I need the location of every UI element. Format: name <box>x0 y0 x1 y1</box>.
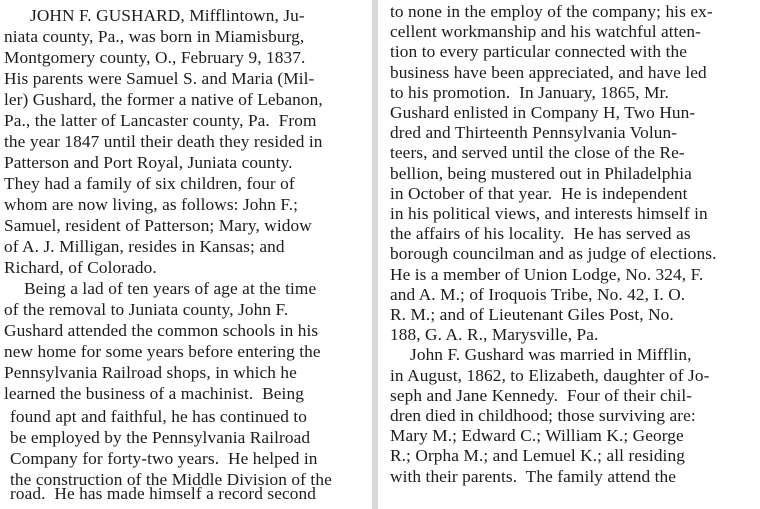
text-line: Gushard enlisted in Company H, Two Hun- <box>390 103 696 122</box>
text-line: dren died in childhood; those surviving are: <box>390 406 696 425</box>
text-line: Patterson and Port Royal, Juniata county. <box>4 153 293 172</box>
text-line: be employed by the Pennsylvania Railroad <box>10 428 311 447</box>
text-line: the year 1847 until their death they resided in <box>4 132 323 151</box>
text-line: niata county, Pa., was born in Miamisburg, <box>4 27 305 46</box>
left-column <box>0 0 372 509</box>
text-line: Pennsylvania Railroad shops, in which he <box>4 363 297 382</box>
text-line: seph and Jane Kennedy. Four of their chil- <box>390 385 693 405</box>
text-line: JOHN F. GUSHARD, Mifflintown, Ju- <box>30 6 305 25</box>
text-line: to none in the employ of the company; his ex- <box>390 2 713 21</box>
text-line: in his political views, and interests himself in <box>390 204 708 223</box>
text-line: He is a member of Union Lodge, No. 324, F. <box>390 264 704 284</box>
text-line: teers, and served until the close of the Re- <box>390 143 685 163</box>
text-line: in August, 1862, to Elizabeth, daughter of Jo- <box>390 365 710 385</box>
text-line: R.; Orpha M.; and Lemuel K.; all residing <box>390 446 685 466</box>
text-line: R. M.; and of Lieutenant Giles Post, No. <box>390 305 674 324</box>
text-line: dred and Thirteenth Pennsylvania Volun- <box>390 123 678 143</box>
text-line: and A. M.; of Iroquois Tribe, No. 42, I. O. <box>390 284 686 304</box>
text-line: with their parents. The family attend the <box>390 466 677 486</box>
text-line: tion to every particular connected with the <box>390 42 688 62</box>
text-line: Richard, of Colorado. <box>4 258 157 277</box>
text-line: cellent workmanship and his watchful atten- <box>390 22 701 42</box>
text-line: ler) Gushard, the former a native of Lebanon, <box>4 90 323 109</box>
text-line: learned the business of a machinist. Being <box>4 384 304 403</box>
text-line: whom are now living, as follows: John F.; <box>4 195 299 214</box>
text-line: of the removal to Juniata county, John F. <box>4 300 289 319</box>
text-line: the affairs of his locality. He has served as <box>390 224 691 244</box>
text-line: Montgomery county, O., February 9, 1837. <box>4 48 306 67</box>
text-line: business have been appreciated, and have led <box>390 62 707 82</box>
text-line: to his promotion. In January, 1865, Mr. <box>390 82 669 102</box>
text-line: of A. J. Milligan, resides in Kansas; and <box>4 237 285 256</box>
text-line: They had a family of six children, four of <box>4 174 295 193</box>
text-line: Gushard attended the common schools in his <box>4 321 319 340</box>
text-line: Company for forty-two years. He helped in <box>10 449 318 468</box>
text-line: Being a lad of ten years of age at the time <box>24 279 317 298</box>
text-line: His parents were Samuel S. and Maria (Mil- <box>4 69 315 88</box>
text-line: in October of that year. He is independent <box>390 183 688 203</box>
text-line: Pa., the latter of Lancaster county, Pa. From <box>4 111 317 130</box>
text-line: bellion, being mustered out in Philadelphia <box>390 163 692 183</box>
text-line: Mary M.; Edward C.; William K.; George <box>390 426 684 446</box>
text-line: new home for some years before entering the <box>4 342 321 361</box>
right-column <box>378 0 760 509</box>
text-line: found apt and faithful, he has continued to <box>10 407 308 426</box>
text-line: borough councilman and as judge of elections. <box>390 244 717 264</box>
text-line: 188, G. A. R., Marysville, Pa. <box>390 325 599 345</box>
text-line: Samuel, resident of Patterson; Mary, widow <box>4 216 312 235</box>
text-line: John F. Gushard was married in Mifflin, <box>410 345 692 365</box>
text-line: road. He has made himself a record second <box>10 484 317 503</box>
text-line: the construction of the Middle Division of the <box>10 470 332 489</box>
